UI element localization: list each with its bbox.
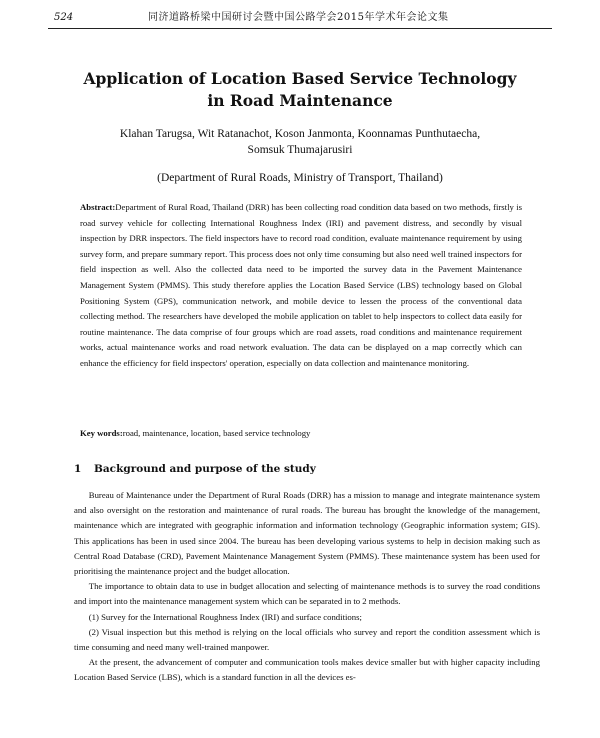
authors-line-2: Somsuk Thumajarusiri [247,144,353,156]
author-list [70,126,530,158]
abstract-label: Abstract: [80,202,116,212]
abstract-text: Department of Rural Road, Thailand (DRR) has been collecting road condition data based on two methods, firstly is road survey vehicle for collecting International Roughness Index (IRI) and pavement distress, and secondly by visual inspection by DRR inspectors. The field inspectors have to record road condition, evaluate maintenance requirement by using survey form, and prepare summary report. This process does not only time consuming but also need well trained inspectors for field inspection as well. Also the collected data need to be imported the survey data in the Pavement Maintenance Management System (PMMS). This study therefore applies the Location Based Service (LBS) technology based on Global Positioning System (GPS), communication network, and mobile device to lessen the process of the conventional data collecting method. The researchers have developed the mobile application on tablet to help inspectors to collect data easily for routine maintenance. The data comprise of four groups which are road assets, road conditions and maintenance requirement works, actual maintenance works and road network evaluation. The data can be displayed on a map correctly which can enhance the efficiency for field inspectors' operation, especially on data collection and maintenance monitoring. [80,202,522,368]
body-paragraph: The importance to obtain data to use in budget allocation and selecting of maintenance methods is to survey the road conditions and import into the maintenance management system which can be separated in to 2 methods. [74,581,540,607]
paper-title [40,68,560,112]
section-title: Background and purpose of the study [94,463,316,475]
body-text [74,488,540,686]
title-line-1: Application of Location Based Service Technology [83,69,517,88]
keywords-text: road, maintenance, location, based service technology [122,428,311,438]
abstract [80,200,522,372]
keywords [80,426,522,441]
journal-name: 同济道路桥梁中国研讨会暨中国公路学会2015年学术年会论文集 [148,12,449,23]
running-header [48,10,552,29]
affiliation: (Department of Rural Roads, Ministry of Transport, Thailand) [157,172,443,184]
body-paragraph: At the present, the advancement of computer and communication tools makes device smaller but with higher capacity including Location Based Service (LBS), which is a standard function in all the devices es- [74,657,540,683]
body-paragraph: (2) Visual inspection but this method is relying on the local officials who survey and report the condition assessment which is time consuming and need many well-trained manpower. [74,626,540,653]
body-paragraph: Bureau of Maintenance under the Department of Rural Roads (DRR) has a mission to manage and integrate maintenance system and also oversight on the restoration and maintenance of rural roads. The bureau has brought the knowledge of the management, maintenance which are integrated with geographic information and information technology (Geographic information system; GIS). This applications has been in used since 2004. The bureau has been developing various systems to help in decision making such as Central Road Database (CRD), Pavement Maintenance Management System (PMMS). These maintenance system has been used for prioritising the maintenance project and the budget allocation. [74,490,540,577]
section-heading [74,462,316,476]
page-number: 524 [54,12,74,23]
section-number: 1 [74,463,82,475]
body-paragraph: (1) Survey for the International Roughness Index (IRI) and surface conditions; [88,611,362,622]
authors-line-1: Klahan Tarugsa, Wit Ratanachot, Koson Janmonta, Koonnamas Punthutaecha, [119,128,481,140]
keywords-label: Key words: [80,428,123,438]
title-line-2: in Road Maintenance [207,91,393,110]
